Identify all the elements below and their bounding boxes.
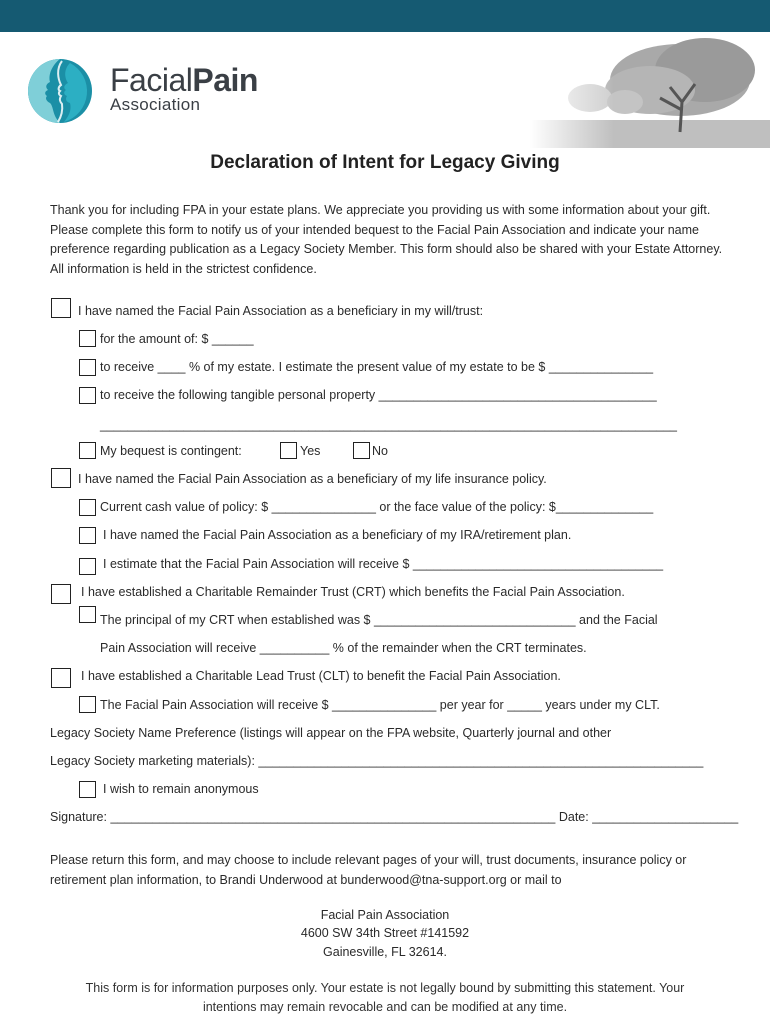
fpa-logo [28,57,288,127]
mail-city: Gainesville, FL 32614. [323,945,447,959]
logo-word-pain: Pain [192,62,258,98]
property-checkbox[interactable] [79,387,96,404]
ira-estimate-label: I estimate that the Facial Pain Association will receive $ ____________________________________ [103,557,664,571]
crt-principal-label: The principal of my CRT when established was $ _____________________________ and the Facial [100,613,658,627]
logo-word-association: Association [110,95,201,114]
contingent-no-checkbox[interactable] [353,442,370,459]
contingent-no-label: No [372,444,388,458]
crt-principal-checkbox[interactable] [79,606,96,623]
anonymous-checkbox[interactable] [79,781,96,798]
clt-receive-checkbox[interactable] [79,696,96,713]
header-bar [0,0,770,32]
percent-checkbox[interactable] [79,359,96,376]
crt-principal-cont-label: Pain Association will receive __________ % of the remainder when the CRT terminates. [100,641,587,655]
name-preference-line[interactable]: Legacy Society marketing materials): ________________________________________________________________ [50,754,704,768]
clt-checkbox[interactable] [51,668,71,688]
name-preference-label: Legacy Society Name Preference (listings will appear on the FPA website, Quarterly journal and other [50,726,612,740]
anonymous-label: I wish to remain anonymous [103,782,259,796]
disclaimer-line-2: intentions may remain revocable and can be modified at any time. [202,1000,568,1014]
faces-logo-icon [28,57,94,125]
will-trust-label: I have named the Facial Pain Association as a beneficiary in my will/trust: [78,304,484,318]
amount-label: for the amount of: $ ______ [100,332,254,346]
contingent-checkbox[interactable] [79,442,96,459]
amount-checkbox[interactable] [79,330,96,347]
logo-word-facial: Facial [110,62,193,98]
mail-org: Facial Pain Association [320,908,450,922]
contingent-yes-label: Yes [300,444,321,458]
crt-label: I have established a Charitable Remainder Trust (CRT) which benefits the Facial Pain Association. [81,585,625,599]
ira-estimate-checkbox[interactable] [79,558,96,575]
property-line[interactable]: ___________________________________________________________________________________ [100,418,678,432]
contingent-yes-checkbox[interactable] [280,442,297,459]
disclaimer-line-1: This form is for information purposes only. Your estate is not legally bound by submitting this statement. Your [85,981,685,995]
ira-label: I have named the Facial Pain Association as a beneficiary of my IRA/retirement plan. [103,528,572,542]
cash-value-checkbox[interactable] [79,499,96,516]
clt-receive-label: The Facial Pain Association will receive $ _______________ per year for _____ years under my CLT. [100,698,660,712]
intro-paragraph: Thank you for including FPA in your estate plans. We appreciate you providing us with some information about your gift. Please complete this form to notify us of your intended bequest to the Facial Pain Association and indicate your name preference regarding publication as a Legacy Society Member. This form should also be shared with your Estate Attorney. All information is held in the strictest confidence. [50,203,723,276]
ira-checkbox[interactable] [79,527,96,544]
will-trust-checkbox[interactable] [51,298,71,318]
clt-label: I have established a Charitable Lead Trust (CLT) to benefit the Facial Pain Association. [81,669,561,683]
property-label: to receive the following tangible personal property ________________________________________ [100,388,657,402]
life-insurance-checkbox[interactable] [51,468,71,488]
contingent-label: My bequest is contingent: [100,444,242,458]
page-title: Declaration of Intent for Legacy Giving [210,152,560,173]
crt-checkbox[interactable] [51,584,71,604]
percent-label: to receive ____ % of my estate. I estimate the present value of my estate to be $ _______________ [100,360,654,374]
life-insurance-label: I have named the Facial Pain Association as a beneficiary of my life insurance policy. [78,472,547,486]
signature-date-line[interactable]: Signature: ________________________________________________________________ Date: _____________________ [50,810,739,824]
return-instructions: Please return this form, and may choose to include relevant pages of your will, trust documents, insurance policy or retirement plan information, to Brandi Underwood at bunderwood@tna-support.org or mail to [50,853,687,887]
mail-street: 4600 SW 34th Street #141592 [300,926,470,940]
cash-value-label: Current cash value of policy: $ _______________ or the face value of the policy: $______________ [100,500,654,514]
tree-illustration [530,32,770,148]
